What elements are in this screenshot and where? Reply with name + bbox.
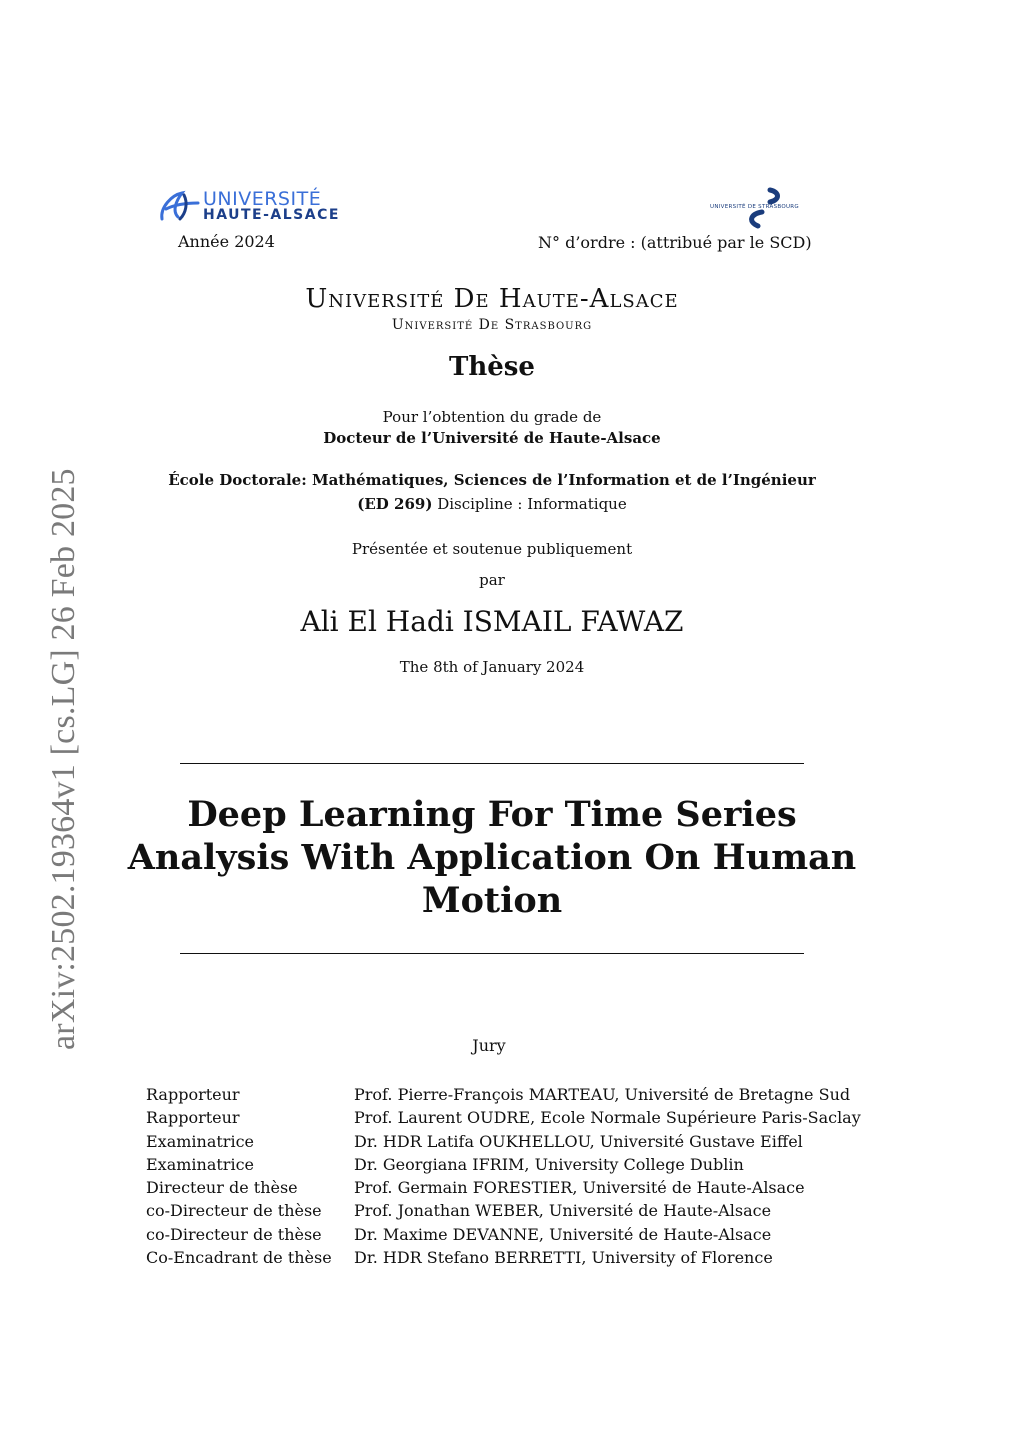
uha-emblem-icon — [158, 189, 202, 223]
jury-member: Dr. Georgiana IFRIM, University College Dublin — [354, 1154, 744, 1174]
title-line: Deep Learning For Time Series — [187, 794, 797, 835]
title-line: Analysis With Application On Human — [127, 837, 857, 878]
jury-member: Prof. Laurent OUDRE, Ecole Normale Supérieure Paris-Saclay — [354, 1108, 861, 1128]
discipline: Discipline : Informatique — [432, 495, 627, 513]
year: Année 2024 — [178, 232, 275, 251]
jury-heading: Jury — [472, 1036, 506, 1055]
presentation-note: Présentée et soutenue publiquement — [351, 540, 633, 558]
uds-logo-text: UNIVERSITÉ DE STRASBOURG — [710, 204, 799, 210]
discipline-line — [0, 495, 984, 513]
divider-top — [180, 763, 804, 764]
jury-row — [146, 1176, 861, 1199]
jury-role: Co-Encadrant de thèse — [146, 1248, 332, 1268]
jury-member: Prof. Pierre-François MARTEAU, Université de Bretagne Sud — [354, 1085, 851, 1104]
jury-row — [146, 1246, 861, 1269]
institution-main: Université De Haute-Alsace — [305, 284, 679, 314]
jury-row — [146, 1199, 861, 1222]
degree-purpose: Pour l’obtention du grade de — [382, 408, 602, 426]
jury-role: co-Directeur de thèse — [146, 1201, 322, 1221]
jury-row — [146, 1153, 861, 1176]
jury-role: Directeur de thèse — [146, 1178, 298, 1198]
jury-row — [146, 1223, 861, 1246]
author-name: Ali El Hadi ISMAIL FAWAZ — [300, 605, 684, 638]
divider-bottom — [180, 953, 804, 954]
jury-role: Examinatrice — [146, 1131, 254, 1151]
uha-logo — [158, 186, 368, 226]
uha-logo-line1: UNIVERSITÉ — [203, 188, 322, 210]
jury-member: Dr. Maxime DEVANNE, Université de Haute-Alsace — [354, 1224, 772, 1244]
jury-member: Dr. HDR Latifa OUKHELLOU, Université Gustave Eiffel — [354, 1131, 803, 1151]
doctoral-school: École Doctorale: Mathématiques, Sciences de l’Information et de l’Ingénieur — [168, 471, 816, 489]
title-line: Motion — [421, 880, 563, 921]
jury-member: Prof. Germain FORESTIER, Université de Haute-Alsace — [354, 1178, 805, 1198]
uds-logo — [710, 186, 810, 230]
thesis-label: Thèse — [449, 352, 535, 382]
jury-role: Rapporteur — [146, 1085, 240, 1104]
thesis-title — [0, 793, 984, 922]
jury-list — [146, 1083, 861, 1269]
degree-name: Docteur de l’Université de Haute-Alsace — [323, 429, 661, 447]
jury-row — [146, 1130, 861, 1153]
ed-code: (ED 269) — [357, 495, 433, 513]
uha-logo-line2: HAUTE-ALSACE — [203, 207, 340, 223]
jury-role: Rapporteur — [146, 1108, 240, 1128]
by-label: par — [479, 571, 505, 589]
jury-member: Prof. Jonathan WEBER, Université de Haute-Alsace — [354, 1201, 772, 1221]
jury-role: Examinatrice — [146, 1154, 254, 1174]
order-number: N° d’ordre : (attribué par le SCD) — [538, 233, 812, 252]
jury-role: co-Directeur de thèse — [146, 1224, 322, 1244]
arxiv-identifier: arXiv:2502.19364v1 [cs.LG] 26 Feb 2025 — [45, 468, 82, 1050]
jury-row — [146, 1083, 861, 1106]
jury-member: Dr. HDR Stefano BERRETTI, University of Florence — [354, 1248, 773, 1268]
defense-date: The 8th of January 2024 — [399, 658, 585, 676]
institution-sub: Université De Strasbourg — [391, 317, 593, 333]
jury-row — [146, 1106, 861, 1129]
